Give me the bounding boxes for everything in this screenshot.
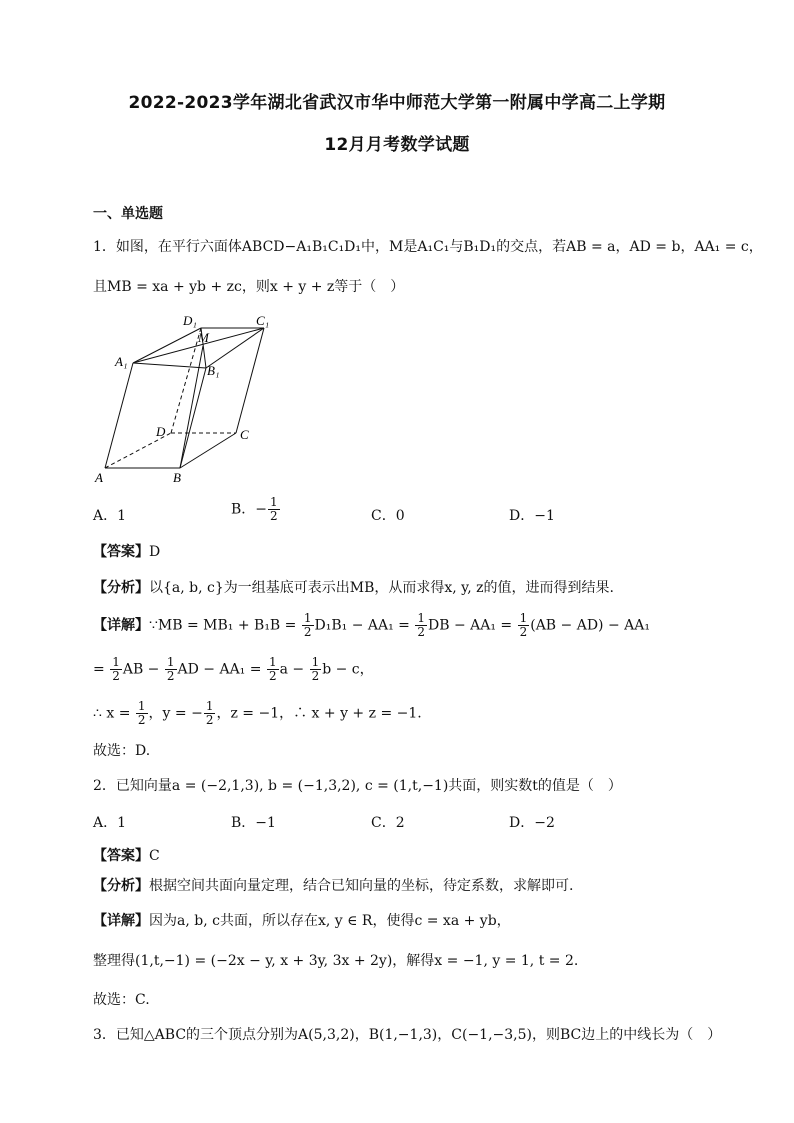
analysis-tag: 【分析】: [93, 878, 149, 894]
q2-answer: [93, 845, 160, 865]
answer-value: C: [149, 848, 160, 864]
page-title-line2: 12月月考数学试题: [324, 135, 470, 155]
edge-BC: [180, 433, 236, 468]
fraction-denominator: 2: [270, 509, 278, 523]
q2-detail-line1: [93, 910, 511, 930]
fraction-numerator: 1: [311, 655, 320, 669]
label-C: C: [240, 427, 249, 442]
q1-conclusion: 故选：D.: [93, 743, 151, 759]
detail-text: b − c，: [322, 661, 374, 678]
label-D1: D₁: [183, 313, 197, 328]
q2-option-a: A．1: [93, 815, 127, 831]
label-C1: C₁: [256, 313, 270, 328]
detail-tag: 【详解】: [93, 617, 149, 634]
detail-tag: 【详解】: [93, 913, 149, 929]
answer-value: D: [149, 544, 161, 560]
fraction-numerator: 1: [112, 655, 120, 669]
edge-A1D1: [133, 328, 201, 363]
fraction-numerator: 1: [205, 699, 214, 713]
q1-option-a: A．1: [93, 508, 127, 524]
q1-detail-line3: [93, 700, 422, 727]
q2-option-d: D．−2: [509, 815, 555, 831]
fraction-numerator: 1: [519, 611, 528, 625]
analysis-text: 根据空间共面向量定理，结合已知向量的坐标，待定系数，求解即可.: [149, 878, 574, 894]
q2-option-b: B．−1: [231, 815, 276, 831]
fraction-half: [136, 700, 148, 727]
edge-B1B: [180, 368, 206, 468]
detail-text: AD − AA₁ =: [177, 661, 266, 678]
detail-text: 因为a, b, c共面，所以存在x, y ∈ R，使得c = xa + yb，: [149, 913, 511, 929]
fraction-half: [302, 612, 314, 639]
q1-option-b-label: B．−: [231, 501, 268, 518]
detail-text: ，z = −1，∴ x + y + z = −1.: [216, 705, 422, 722]
page-title-line1: 2022-2023学年湖北省武汉市华中师范大学第一附属中学高二上学期: [128, 93, 666, 113]
q2-stem: 2．已知向量a = (−2,1,3), b = (−1,3,2), c = (1,t,−1)共面，则实数t的值是（ ）: [93, 778, 622, 794]
q3-stem: 3．已知△ABC的三个顶点分别为A(5,3,2)，B(1,−1,3)，C(−1,−3,5)，则BC边上的中线长为（ ）: [93, 1027, 722, 1043]
fraction-denominator: 2: [205, 713, 214, 727]
answer-tag: 【答案】: [93, 848, 149, 864]
detail-text: a −: [279, 661, 309, 678]
label-D: D: [156, 424, 166, 439]
edge-C1C: [236, 328, 264, 433]
segment-MB: [180, 346, 203, 468]
label-M: M: [198, 330, 209, 345]
fraction-numerator: 1: [417, 611, 425, 625]
detail-text: DB − AA₁ =: [427, 617, 517, 634]
detail-text: ∵MB = MB₁ + B₁B =: [149, 617, 301, 634]
fraction-half: [204, 700, 216, 727]
q1-detail-line2: [93, 656, 374, 683]
fraction-half: [267, 656, 279, 683]
answer-tag: 【答案】: [93, 544, 149, 560]
q2-conclusion: 故选：C.: [93, 992, 150, 1008]
q1-stem-line1: 1．如图，在平行六面体ABCD−A₁B₁C₁D₁中，M是A₁C₁与B₁D₁的交点，若AB = a，AD = b，AA₁ = c，: [93, 239, 763, 255]
parallelepiped-figure: [93, 308, 283, 488]
fraction-numerator: 1: [137, 699, 146, 713]
detail-text: AB −: [122, 661, 164, 678]
fraction-denominator: 2: [137, 713, 146, 727]
fraction-denominator: 2: [268, 669, 277, 683]
section-heading: 一、单选题: [93, 206, 163, 222]
q1-detail-line1: [93, 612, 650, 639]
q1-analysis: [93, 577, 614, 597]
fraction-numerator: 1: [166, 655, 175, 669]
q2-option-c: C．2: [371, 815, 405, 831]
fraction-half: [110, 656, 122, 683]
fraction-half: [310, 656, 322, 683]
q2-detail-line2: 整理得(1,t,−1) = (−2x − y, x + 3y, 3x + 2y)，解得x = −1, y = 1, t = 2.: [93, 953, 579, 969]
label-A1: A₁: [115, 354, 128, 369]
detail-text: =: [93, 661, 110, 678]
q1-option-b-fraction: [268, 496, 280, 523]
q1-answer: [93, 541, 160, 561]
fraction-half: [518, 612, 530, 639]
analysis-tag: 【分析】: [93, 580, 149, 596]
q1-stem-line2: 且MB = xa + yb + zc，则x + y + z等于（ ）: [93, 279, 405, 295]
analysis-text: 以{a, b, c}为一组基底可表示出MB，从而求得x, y, z的值，进而得到结果.: [149, 580, 614, 596]
detail-text: D₁B₁ − AA₁ =: [314, 617, 415, 634]
q1-option-d: D．−1: [509, 508, 555, 524]
edge-A1A: [105, 363, 133, 468]
edge-B1A1: [133, 363, 206, 368]
fraction-half: [165, 656, 177, 683]
fraction-denominator: 2: [303, 625, 312, 639]
detail-text: ，y = −: [148, 705, 203, 722]
label-B: B: [173, 470, 181, 485]
detail-text: ∴ x =: [93, 705, 135, 722]
fraction-denominator: 2: [166, 669, 175, 683]
fraction-denominator: 2: [311, 669, 320, 683]
fraction-denominator: 2: [519, 625, 528, 639]
label-B1: B₁: [207, 363, 220, 378]
fraction-numerator: 1: [303, 611, 312, 625]
q2-analysis: [93, 875, 573, 895]
fraction-numerator: 1: [270, 495, 278, 509]
fraction-denominator: 2: [112, 669, 120, 683]
fraction-numerator: 1: [268, 655, 277, 669]
q1-option-b: [231, 496, 281, 523]
detail-text: (AB − AD) − AA₁: [530, 617, 650, 634]
label-A: A: [95, 470, 103, 485]
q1-option-c: C．0: [371, 508, 405, 524]
fraction-denominator: 2: [417, 625, 425, 639]
fraction-half: [415, 612, 427, 639]
